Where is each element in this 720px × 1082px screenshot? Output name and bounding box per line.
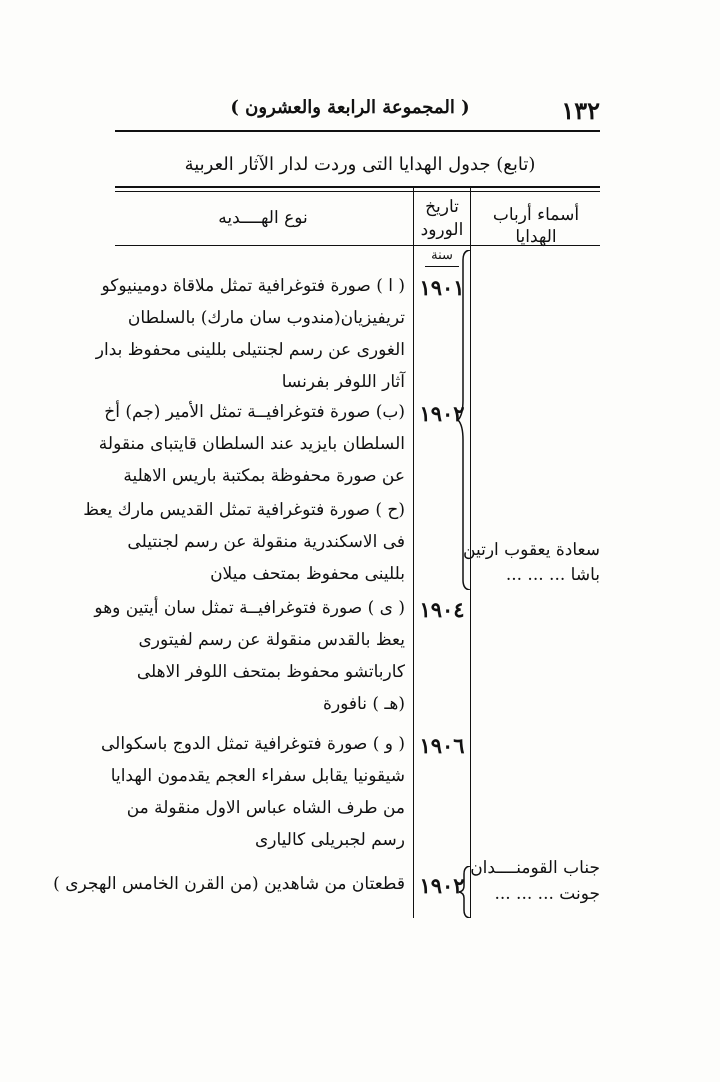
- donor-name: سعادة يعقوب ارتين: [463, 540, 600, 560]
- gift-line: آثار اللوفر بفرنسا: [281, 372, 405, 392]
- running-title: ( المجموعة الرابعة والعشرون ): [230, 97, 470, 118]
- gift-line: عن صورة محفوظة بمكتبة باريس الاهلية: [123, 466, 405, 486]
- table-caption: (تابع) جدول الهدايا التى وردت لدار الآثار العربية: [184, 154, 536, 175]
- page-number: ١٣٢: [561, 96, 600, 125]
- entry-year: ١٩٠٢: [419, 873, 465, 898]
- header-donors: أسماء أرباب الهدايا: [492, 205, 580, 247]
- gift-line: يعظ بالقدس منقولة عن رسم لفيتورى: [138, 630, 405, 650]
- header-rule: [115, 130, 600, 132]
- table-top-rule: [115, 186, 600, 188]
- gift-line: من طرف الشاه عباس الاول منقولة من: [126, 798, 405, 818]
- gift-line: رسم لجبريلى كاليارى: [254, 830, 405, 850]
- header-gift-type: نوع الهــــديه: [218, 208, 308, 228]
- gift-line: الغورى عن رسم لجنتيلى بللينى محفوظ بدار: [95, 340, 405, 360]
- gift-line: كارباتشو محفوظ بمتحف اللوفر الاهلى: [136, 662, 405, 682]
- gift-line: قطعتان من شاهدين (من القرن الخامس الهجرى ): [53, 874, 405, 894]
- entry-year: ١٩٠١: [419, 275, 465, 300]
- donor-brace-1: [458, 250, 474, 590]
- year-label-underline: [425, 266, 459, 267]
- gift-line: شيقونيا يقابل سفراء العجم يقدمون الهدايا: [110, 766, 405, 786]
- gift-line: تريفيزيان(مندوب سان مارك) بالسلطان: [127, 308, 405, 328]
- entry-year: ١٩٠٤: [419, 597, 465, 622]
- gift-line: (ب) صورة فتوغرافيــة تمثل الأمير (جم) أخ: [104, 402, 405, 422]
- header-date-line1: تاريخ: [425, 197, 459, 217]
- gift-line: السلطان بايزيد عند السلطان قايتباى منقولة: [98, 434, 405, 454]
- gift-line: (ح ) صورة فتوغرافية تمثل القديس مارك يعظ: [83, 500, 405, 520]
- donor-title: جونت ... ... ...: [494, 884, 600, 904]
- gift-line: ( ا ) صورة فتوغرافية تمثل ملاقاة دومينيوكو: [101, 276, 405, 296]
- header-date-line2: الورود: [420, 220, 464, 240]
- gift-line: ( ى ) صورة فتوغرافيــة تمثل سان أيتين وهو: [94, 598, 405, 618]
- donor-title: باشا ... ... ...: [505, 565, 600, 585]
- entry-year: ١٩٠٦: [419, 733, 465, 758]
- table-top-rule-2: [115, 191, 600, 192]
- gift-line: ( و ) صورة فتوغرافية تمثل الدوج باسكوالى: [100, 734, 405, 754]
- year-label: سنة: [431, 248, 453, 263]
- gift-line: فى الاسكندرية منقولة عن رسم لجنتيلى: [127, 532, 405, 552]
- gift-line: بللينى محفوظ بمتحف ميلان: [210, 564, 405, 584]
- donor-name: جناب القومنــــدان: [470, 858, 600, 878]
- entry-year: ١٩٠٢: [419, 401, 465, 426]
- gift-line: (هـ ) نافورة: [323, 694, 405, 714]
